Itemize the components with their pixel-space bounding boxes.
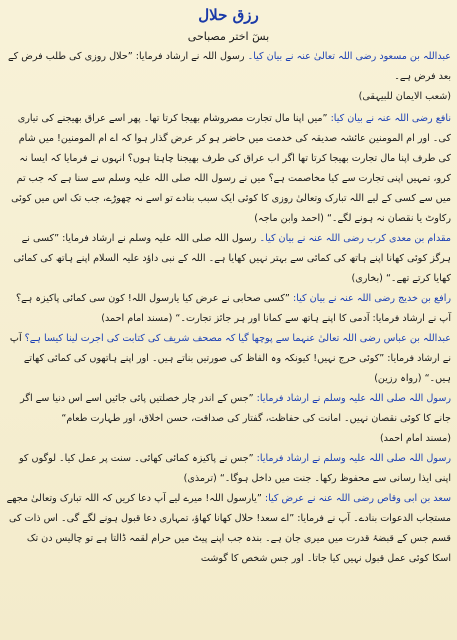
source-reference: (مسند امام احمد): [101, 313, 173, 324]
paragraph-text: ”کسی صحابی نے عرض کیا یارسول اللہ! کون سی کمائی پاکیزہ ہے؟ آپ نے ارشاد فرمایا: آدمی کا اپنے ہاتھ سے کمانا اور ہر جائز تجارت۔“: [15, 293, 451, 324]
article-body: [6, 47, 451, 569]
source-reference: (ترمذی): [183, 473, 217, 484]
narrator-lead: رسول اللہ صلی اللہ علیہ وسلم نے ارشاد فرمایا:: [256, 393, 451, 404]
paragraph: [6, 109, 451, 229]
paragraph-text: رسول اللہ نے ارشاد فرمایا: ”حلال روزی کی طلب فرض کے بعد فرض ہے۔: [8, 51, 451, 82]
source-reference: (مسند امام احمد): [379, 433, 451, 444]
paragraph: [6, 229, 451, 289]
narrator-lead: عبداللہ بن عباس رضی اللہ تعالیٰ عنہما سے پوچھا گیا کہ مصحف شریف کی کتابت کی اجرت لینا کیسا ہے؟: [24, 333, 451, 344]
narrator-lead: سعد بن ابی وقاص رضی اللہ عنہ نے عرض کیا:: [264, 493, 451, 504]
paragraph: [6, 87, 451, 107]
narrator-lead: رافع بن خدیج رضی اللہ عنہ نے بیان کیا:: [292, 293, 451, 304]
source-reference: (بخاری): [351, 273, 383, 284]
paragraph: [6, 329, 451, 389]
source-reference: (رواہ رزین): [374, 373, 422, 384]
paragraph-text: (شعب الایمان للبیہقی): [358, 91, 451, 102]
narrator-lead: رسول اللہ صلی اللہ علیہ وسلم نے ارشاد فرمایا:: [256, 453, 451, 464]
narrator-lead: عبداللہ بن مسعود رضی اللہ تعالیٰ عنہ نے بیان کیا۔: [247, 51, 451, 62]
paragraph: [6, 389, 451, 449]
paragraph: [6, 449, 451, 489]
paragraph-text: ”جس کے اندر چار خصلتیں پائی جائیں اسے اس دنیا سے اگر جانے کا کوئی نقصان نہیں۔ امانت کی حفاظت، گفتار کی صداقت، حسن اخلاق، اور طہارت طعام“: [20, 393, 451, 424]
narrator-lead: نافع رضی اللہ عنہ نے بیان کیا:: [330, 113, 451, 124]
article-title: رزق حلال: [198, 6, 259, 24]
paragraph: [6, 289, 451, 329]
paragraph-text: ”جس نے پاکیزہ کمائی کھائی۔ سنت پر عمل کیا۔ لوگوں کو اپنی ایذا رسانی سے محفوظ رکھا۔ جنت میں داخل ہوگا۔“: [18, 453, 451, 484]
paragraph-text: آپ نے ارشاد فرمایا: ”کوئی حرج نہیں! کیونکہ وہ الفاظ کی صورتیں بناتے ہیں۔ اور اپنے ہاتھوں کی کمائی کھاتے ہیں۔“: [9, 333, 451, 384]
narrator-lead: مقدام بن معدی کرب رضی اللہ عنہ نے بیان کیا۔: [259, 233, 451, 244]
paragraph: [6, 47, 451, 87]
paragraph-text: ”میں اپنا مال تجارت مصروشام بھیجا کرتا تھا۔ پھر اسے عراق بھیجنے کی تیاری کی۔ اور ام المومنین عائشہ صدیقہ کی خدمت میں حاضر ہو کر عرض گذار ہوا کہ اے ام المومنین! میں شام کی طرف اپنا مال تجارت بھیجا کرتا تھا اگر اب عراق کی طرف بھیجنا چاہتا ہوں؟ انہوں نے فرمایا کہ ایسا نہ کرو، تمہیں اپنی تجارت سے کیا مخاصمت ہے؟ میں نے رسول اللہ صلی اللہ علیہ وسلم سے سنا ہے کہ جب تم میں سے کسی کے لیے اللہ تبارک وتعالیٰ روزی کا کوئی ایک سبب بنادے تو اسے نہ چھوڑے، جب تک اس میں کوئی رکاوٹ یا نقصان نہ ہونے لگے۔“: [11, 113, 451, 224]
source-reference: (احمد وابن ماجہ): [254, 213, 324, 224]
author-line: بسٓ اختر مصباحی: [187, 30, 270, 43]
paragraph-text: رسول اللہ صلی اللہ علیہ وسلم نے ارشاد فرمایا: ”کسی نے ہرگز کوئی کھانا اپنے ہاتھ کی کمائی سے بہتر نہیں کھایا ہے۔ اللہ کے نبی داؤد علیہ السلام اپنے ہاتھ کی کمائی کھایا کرتے تھے۔“: [13, 233, 451, 284]
paragraph-text: ”یارسول اللہ! میرے لیے آپ دعا کریں کہ اللہ تبارک وتعالیٰ مجھے مستجاب الدعوات بنادے۔ آپ نے فرمایا: ”اے سعد! حلال کھانا کھاؤ، تمہاری دعا قبول ہونے لگے گی۔ اس ذات کی قسم جس کے قبضۂ قدرت میں میری جان ہے۔ بندہ جب اپنے پیٹ میں حرام لقمہ ڈالتا ہے تو چالیس دن تک اسکا کوئی عمل قبول نہیں کیا جاتا۔ اور جس شخص کا گوشت: [6, 493, 451, 564]
paragraph: [6, 489, 451, 569]
